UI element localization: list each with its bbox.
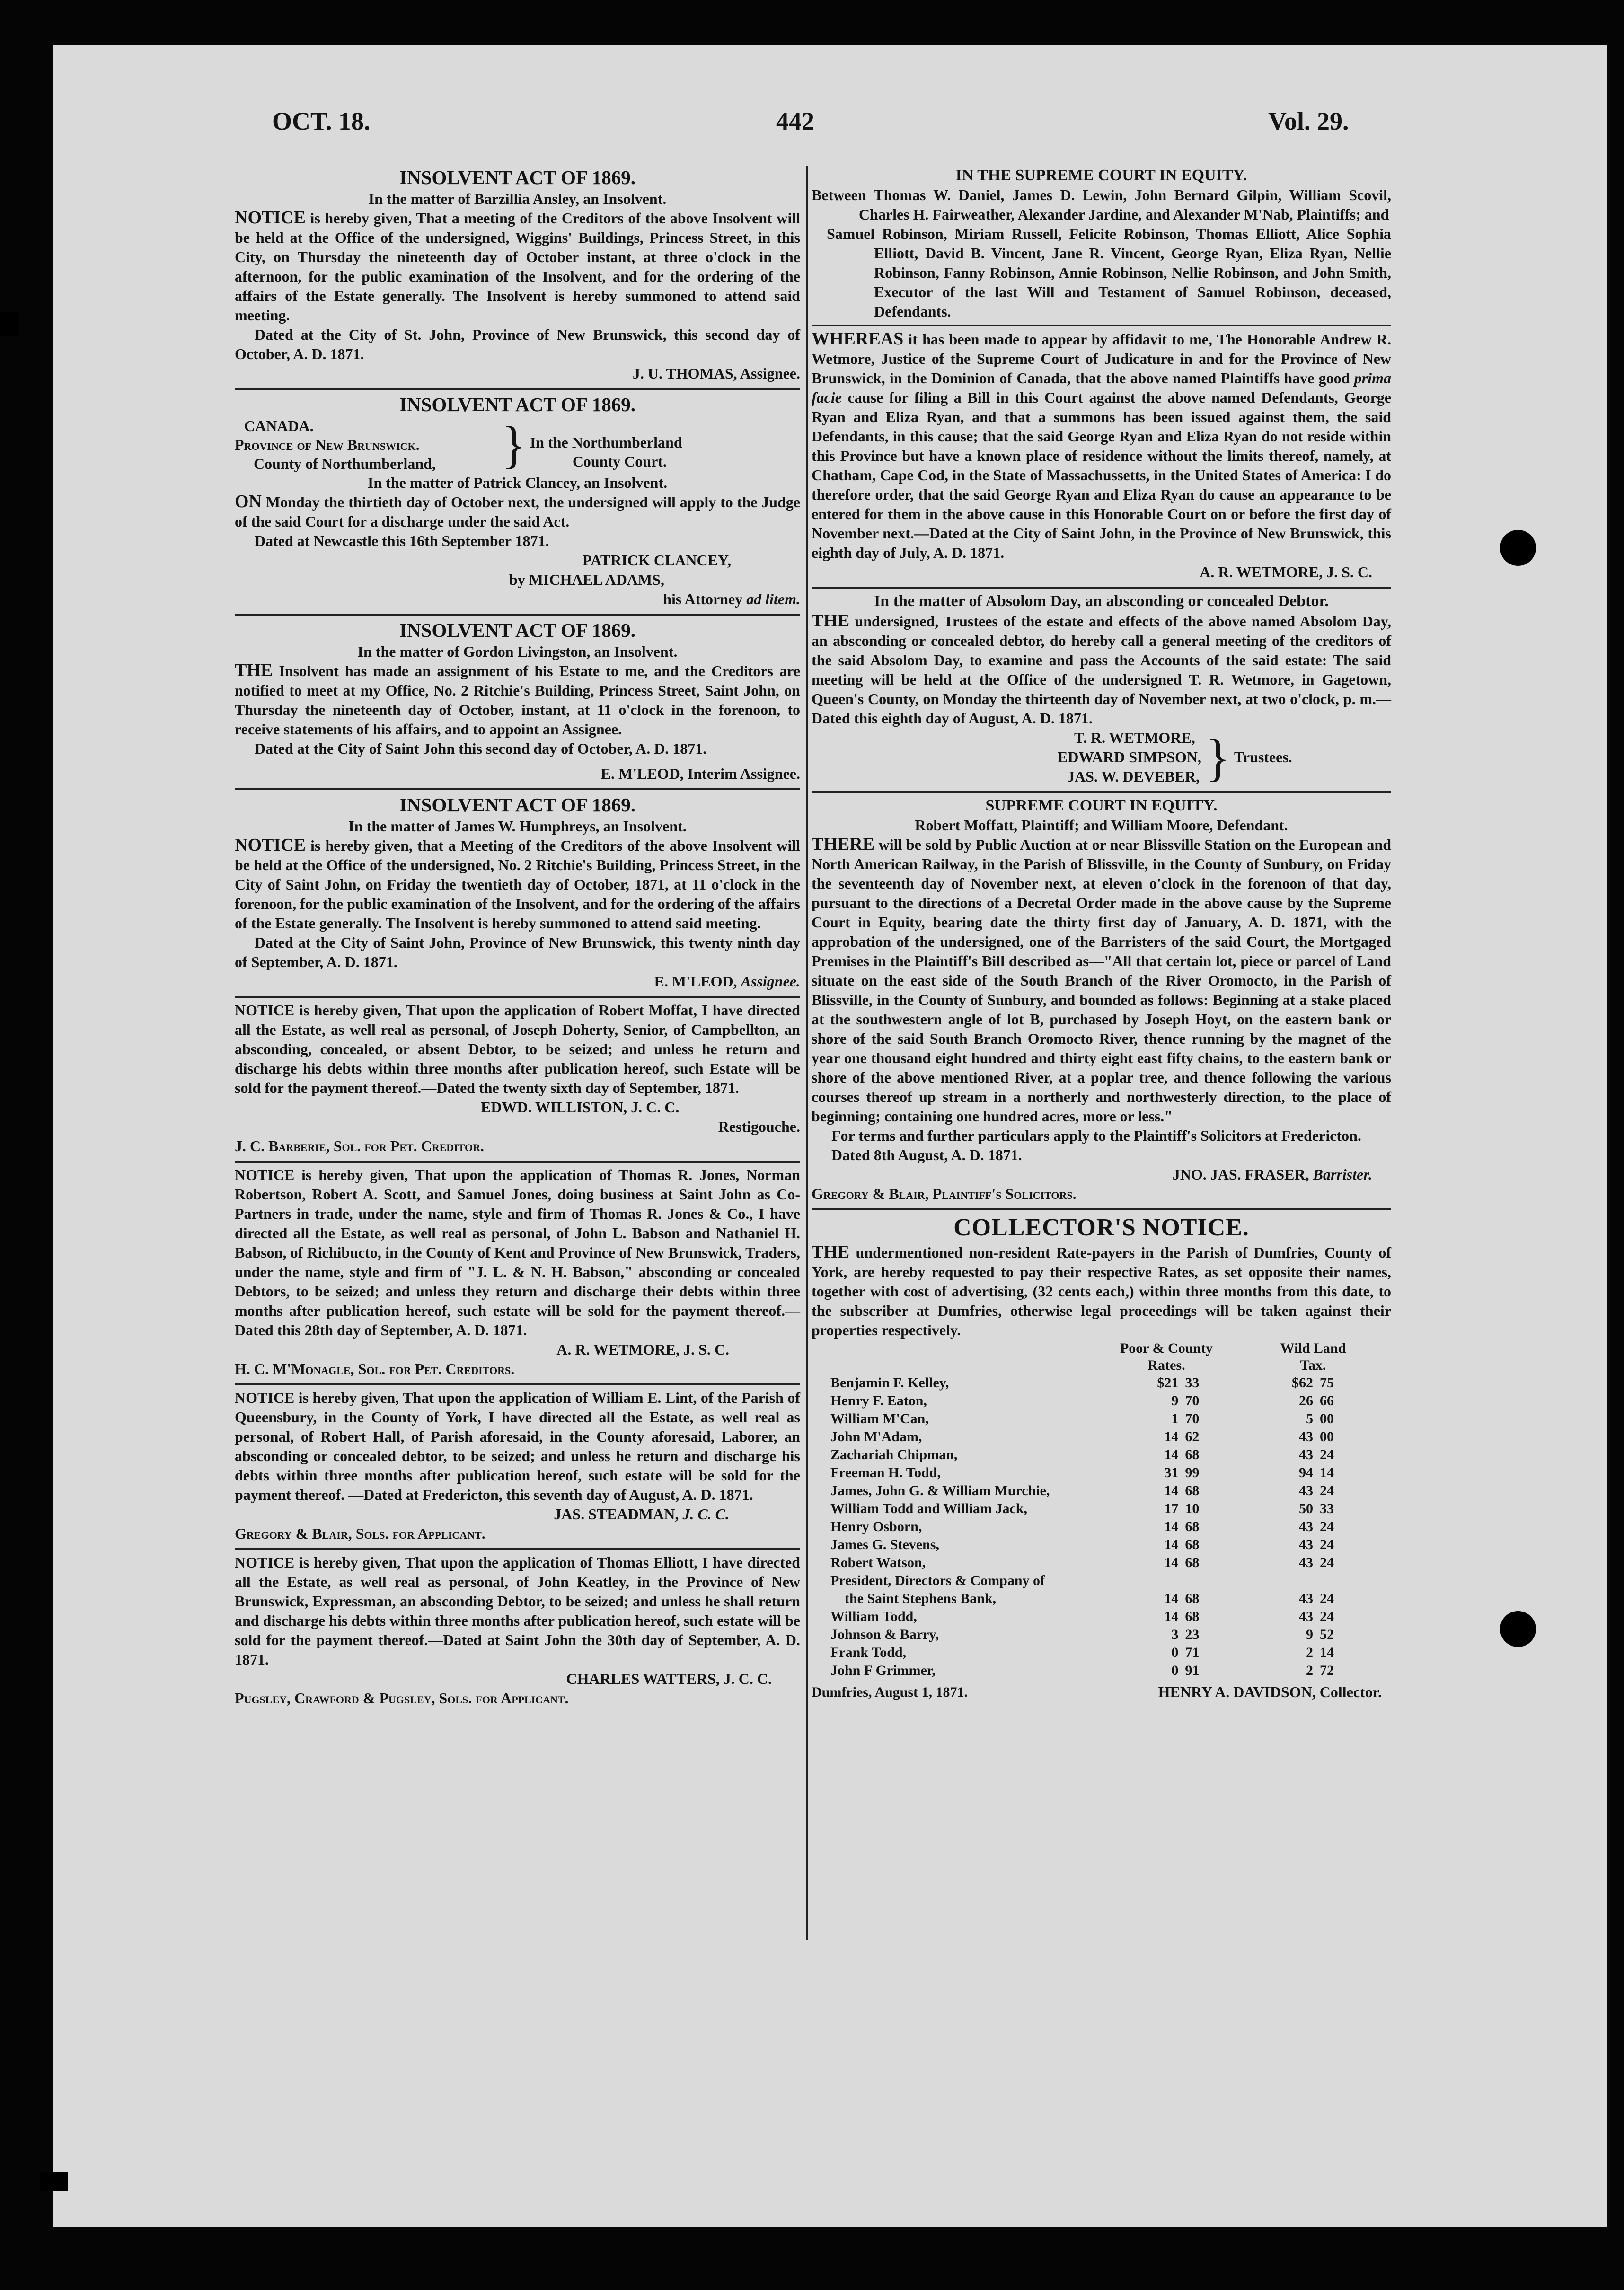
tax-dollars: 50: [1299, 1501, 1313, 1516]
left-column: [235, 166, 800, 1708]
notice-absolom-day: [812, 591, 1391, 786]
payer-name: Benjamin F. Kelley,: [830, 1375, 949, 1391]
rate-dollars: 14: [1164, 1519, 1179, 1534]
rate-dollars: 0: [1171, 1645, 1179, 1660]
rate-cents: 70: [1185, 1411, 1200, 1427]
tax-cents: 24: [1320, 1447, 1334, 1462]
parties-plaintiffs: Between Thomas W. Daniel, James D. Lewin, John Bernard Gilpin, William Scovil, Charles H. Fairweather, Alexander Jardine, and Alexander M'Nab, Plaintiffs; and: [812, 186, 1391, 223]
rate-dollars: 1: [1171, 1411, 1179, 1427]
tax-dollars: 43: [1299, 1555, 1313, 1570]
section-rule: [235, 788, 800, 790]
rate-cents: 71: [1185, 1645, 1200, 1660]
column-divider: [806, 166, 808, 1940]
binding-mark: [0, 312, 19, 336]
solicitor-line: Gregory & Blair, Sols. for Applicant.: [235, 1525, 485, 1542]
tax-cents: 24: [1320, 1519, 1334, 1534]
notice-title: SUPREME COURT IN EQUITY.: [985, 797, 1218, 814]
rate-cents: 68: [1185, 1609, 1200, 1624]
rate-dollars: 17: [1164, 1501, 1179, 1516]
tax-dollars: 43: [1299, 1519, 1313, 1534]
notice-title: IN THE SUPREME COURT IN EQUITY.: [955, 167, 1247, 184]
rate-cents: 91: [1185, 1663, 1200, 1678]
punch-hole: [1500, 530, 1536, 566]
tax-cents: 24: [1320, 1483, 1334, 1498]
notice-livingston: [235, 618, 800, 784]
notice-title: INSOLVENT ACT OF 1869.: [399, 167, 635, 188]
notice-dated: Dated at the City of St. John, Province of New Brunswick, this second day of October, A. D. 1871.: [235, 326, 800, 362]
table-row: [830, 1374, 1375, 1392]
notice-dated: Dated at the City of Saint John, Province of New Brunswick, this twenty ninth day of September, A. D. 1871.: [235, 934, 800, 970]
table-row: [830, 1410, 1375, 1428]
table-row: [830, 1392, 1375, 1410]
notice-body: NOTICE is hereby given, That a meeting of the Creditors of the above Insolvent will be held at the Office of the undersigned, Wiggins' Buildings, Princess Street, in this City, on Thursday the nineteenth day of October instant, at three o'clock in the afternoon, for the public examination of the Insolvent, and for the ordering of the affairs of the Estate generally. The Insolvent is hereby summoned to attend said meeting.: [235, 208, 800, 324]
binding-mark: [40, 2172, 68, 2191]
payer-name: Johnson & Barry,: [830, 1627, 939, 1642]
tax-cents: 00: [1320, 1411, 1334, 1427]
notice-signature: E. M'LEOD, Assignee.: [654, 973, 800, 990]
rate-dollars: 14: [1164, 1537, 1179, 1552]
tax-cents: 00: [1320, 1429, 1334, 1444]
table-row: [830, 1644, 1375, 1662]
notice-terms: For terms and further particulars apply to the Plaintiff's Solicitors at Fredericton.: [831, 1127, 1361, 1144]
tax-cents: 52: [1320, 1627, 1334, 1642]
page-header: [220, 106, 1403, 144]
payer-name: John F Grimmer,: [830, 1663, 936, 1678]
notice-title: In the matter of Absolom Day, an absconding or concealed Debtor.: [874, 592, 1329, 610]
brace: }: [1205, 728, 1230, 786]
tax-cents: 24: [1320, 1591, 1334, 1606]
payer-name: Henry F. Eaton,: [830, 1393, 927, 1409]
notice-matter: In the matter of Patrick Clancey, an Insolvent.: [367, 474, 668, 491]
notice-body: ON Monday the thirtieth day of October next, the undersigned will apply to the Judge of the said Court for a discharge under the said Act.: [235, 492, 800, 530]
payer-name: James, John G. & William Murchie,: [830, 1483, 1050, 1498]
rate-cents: 33: [1185, 1375, 1200, 1391]
notice-body: THE undersigned, Trustees of the estate and effects of the above named Absolom Day, an absconding or concealed debtor, do hereby call a general meeting of the creditors of the said Absolom Day, to examine and pass the Accounts of the said estate: The said meeting will be held at the Office of the undersigned T. R. Wetmore, in Gagetown, Queen's County, on Monday the thirteenth day of November next, at two o'clock, p. m.—Dated this eighth day of August, A. D. 1871.: [812, 611, 1391, 727]
payer-name: James G. Stevens,: [830, 1537, 939, 1552]
notice-title: INSOLVENT ACT OF 1869.: [399, 394, 635, 415]
rate-cents: 68: [1185, 1537, 1200, 1552]
notice-body: NOTICE is hereby given, that a Meeting of the Creditors of the above Insolvent will be held at the Office of the undersigned, No. 2 Ritchie's Building, Princess Street, in the City of Saint John, on Friday the twentieth day of October, 1871, at 11 o'clock in the forenoon, for the public examination of the Insolvent, and for the ordering of the affairs of the Estate generally. The Insolvent is hereby summoned to attend said meeting.: [235, 835, 800, 932]
rate-dollars: 14: [1164, 1555, 1179, 1570]
collectors-notice: [812, 1213, 1391, 1702]
parties: Robert Moffatt, Plaintiff; and William Moore, Defendant.: [915, 817, 1288, 834]
notice-signature: JNO. JAS. FRASER, Barrister.: [1172, 1166, 1372, 1183]
tax-dollars: 43: [1299, 1447, 1313, 1462]
notice-body: NOTICE is hereby given, That upon the application of Thomas R. Jones, Norman Robertson, Robert A. Scott, and Samuel Jones, doing business at Saint John as Co-Partners in trade, under the name, style and firm of Thomas R. Jones & Co., I have directed all the Estate, as well real as personal, of John L. Babson and Nathaniel H. Babson, of Richibucto, in the County of Kent and Province of New Brunswick, Traders, under the name, style and firm of "J. L. & N. H. Babson," absconding or concealed Debtors, to be seized; and unless they return and discharge their debts within three months after publication hereof, such estate will be sold for the payment thereof.—Dated this 28th day of September, A. D. 1871.: [235, 1166, 800, 1339]
tax-dollars: 43: [1299, 1429, 1313, 1444]
table-row: [830, 1500, 1375, 1518]
solicitor-line: H. C. M'Monagle, Sol. for Pet. Creditors.: [235, 1360, 515, 1377]
rate-dollars: [1100, 1572, 1178, 1590]
rate-cents: 10: [1185, 1501, 1200, 1516]
tax-cents: 33: [1320, 1501, 1334, 1516]
table-row: [830, 1482, 1375, 1500]
notice-humphreys: [235, 793, 800, 991]
section-rule: [812, 325, 1391, 326]
rate-cents: 68: [1185, 1591, 1200, 1606]
notice-signature: E. M'LEOD, Interim Assignee.: [600, 765, 800, 782]
payer-name: William M'Can,: [830, 1411, 929, 1427]
volume-number: Vol. 29.: [1268, 107, 1349, 135]
right-column: [812, 166, 1391, 1702]
rate-dollars: 14: [1164, 1447, 1179, 1462]
tax-cents: 24: [1320, 1555, 1334, 1570]
section-rule: [235, 1548, 800, 1550]
notice-matter: In the matter of Gordon Livingston, an Insolvent.: [357, 643, 678, 660]
notice-clancey: INSOLVENT ACT OF 1869. CANADA. Province of New Brunswick. County of Northumberland, } In the Northumberland County Court. In the matter of Patrick Clancey, an Insolvent. ON Monday the thirtieth day of October next, the undersigned will apply to the Judge of the said Court for a discharge under the said Act. Dated at Newcastle this 16th September 1871. PATRICK CLANCEY, by MICHAEL ADAMS, his Attorney ad litem.: [235, 394, 800, 608]
tax-dollars: 5: [1306, 1411, 1313, 1427]
notice-title: COLLECTOR'S NOTICE.: [953, 1214, 1249, 1241]
section-rule: [812, 791, 1391, 793]
tax-dollars: [1233, 1572, 1313, 1590]
rate-cents: 62: [1185, 1429, 1200, 1444]
rate-cents: 70: [1185, 1393, 1200, 1409]
table-row: [830, 1608, 1375, 1626]
tax-cents: 24: [1320, 1609, 1334, 1624]
table-row: [830, 1590, 1375, 1608]
rate-dollars: 14: [1164, 1483, 1179, 1498]
punch-hole: [1500, 1611, 1536, 1647]
payer-name: Frank Todd,: [830, 1645, 907, 1660]
payer-name: John M'Adam,: [830, 1429, 922, 1444]
section-rule: [812, 1208, 1391, 1210]
table-row: [830, 1626, 1375, 1644]
tax-dollars: 2: [1306, 1663, 1313, 1678]
tax-cents: 66: [1320, 1393, 1334, 1409]
section-rule: [812, 587, 1391, 589]
tax-cents: 72: [1320, 1663, 1334, 1678]
notice-matter: In the matter of James W. Humphreys, an Insolvent.: [348, 818, 687, 835]
tax-dollars: 26: [1299, 1393, 1313, 1409]
payer-name: Freeman H. Todd,: [830, 1465, 941, 1480]
rate-cents: 68: [1185, 1447, 1200, 1462]
section-rule: [235, 1161, 800, 1163]
payer-name: Zachariah Chipman,: [830, 1447, 958, 1462]
court-heading: CANADA. Province of New Brunswick. County of Northumberland, } In the Northumberland County Court.: [235, 416, 682, 474]
rate-cents: 68: [1185, 1555, 1200, 1570]
notice-body: THE Insolvent has made an assignment of his Estate to me, and the Creditors are notified to meet at my Office, No. 2 Ritchie's Building, Princess Street, Saint John, on Thursday the nineteenth day of October, instant, at 11 o'clock in the forenoon, to receive statements of his affairs, and to appoint an Assignee.: [235, 661, 800, 738]
solicitor-line: Gregory & Blair, Plaintiff's Solicitors.: [812, 1185, 1077, 1202]
section-rule: [235, 388, 800, 390]
rate-cents: [1178, 1572, 1233, 1590]
notice-dated: Dated at the City of Saint John this second day of October, A. D. 1871.: [255, 740, 707, 757]
rate-dollars: 3: [1171, 1627, 1179, 1642]
notice-matter: In the matter of Barzillia Ansley, an Insolvent.: [368, 190, 667, 207]
tax-dollars: 43: [1299, 1537, 1313, 1552]
table-row: [830, 1446, 1375, 1464]
rate-cents: 23: [1185, 1627, 1200, 1642]
table-row: [830, 1572, 1375, 1590]
parties-defendants: Samuel Robinson, Miriam Russell, Felicite Robinson, Thomas Elliott, Alice Sophia Elliott, David B. Vincent, Jane R. Vincent, George Ryan, Eliza Ryan, Nellie Robinson, Fanny Robinson, Annie Robinson, Nellie Robinson, and John Smith, Executor of the last Will and Testament of Samuel Robinson, deceased, Defendants.: [827, 225, 1391, 320]
brace: }: [501, 416, 526, 474]
tax-cents: 14: [1320, 1645, 1334, 1660]
collector-signature: Dumfries, August 1, 1871. HENRY A. DAVIDSON, Collector.: [812, 1683, 1382, 1700]
notice-body: NOTICE is hereby given, That upon the application of Robert Moffat, I have directed all the Estate, as well real as personal, of Joseph Doherty, Senior, of Campbellton, an absconding, concealed, or absent Debtor, to be seized; and unless he return and discharge his debts within three months after publication hereof, such Estate will be sold for the payment thereof.—Dated the twenty sixth day of September, 1871.: [235, 1002, 800, 1096]
tax-dollars: 94: [1299, 1465, 1313, 1480]
notice-ansley: [235, 166, 800, 383]
notice-signature: A. R. WETMORE, J. S. C.: [1200, 564, 1372, 581]
table-row: [830, 1554, 1375, 1572]
tax-cents: 75: [1320, 1375, 1334, 1391]
notice-dated: Dated at Newcastle this 16th September 1871.: [255, 532, 549, 549]
payer-name: William Todd and William Jack,: [830, 1501, 1027, 1516]
rate-dollars: 9: [1171, 1393, 1179, 1409]
tax-dollars: 2: [1306, 1645, 1313, 1660]
notice-title: INSOLVENT ACT OF 1869.: [399, 794, 635, 816]
tax-dollars: 9: [1306, 1627, 1313, 1642]
rate-dollars: 14: [1164, 1429, 1179, 1444]
rate-cents: 99: [1185, 1465, 1200, 1480]
notice-babson: NOTICE is hereby given, That upon the application of Thomas R. Jones, Norman Robertson, Robert A. Scott, and Samuel Jones, doing business at Saint John as Co-Partners in trade, under the name, style and firm of Thomas R. Jones & Co., I have directed all the Estate, as well real as personal, of John L. Babson and Nathaniel H. Babson, of Richibucto, in the County of Kent and Province of New Brunswick, Traders, under the name, style and firm of "J. L. & N. H. Babson," absconding or concealed Debtors, to be seized; and unless they return and discharge their debts within three months after publication hereof, such estate will be sold for the payment thereof.—Dated this 28th day of September, A. D. 1871. A. R. WETMORE, J. S. C. H. C. M'Monagle, Sol. for Pet. Creditors.: [235, 1165, 800, 1379]
rate-cents: 68: [1185, 1483, 1200, 1498]
notice-body: THE undermentioned non-resident Rate-payers in the Parish of Dumfries, County of York, are hereby requested to pay their respective Rates, as set opposite their names, together with cost of advertising, (32 cents each,) within three months from this date, to the subscriber at Dumfries, otherwise legal proceedings will be taken against their properties respectively.: [812, 1242, 1391, 1339]
notice-body: WHEREAS it has been made to appear by affidavit to me, The Honorable Andrew R. Wetmore, Justice of the Supreme Court of Judicature in and for the Province of New Brunswick, in the Dominion of Canada, that the above named Plaintiffs have good prima facie cause for filing a Bill in this Court against the above named Defendants, George Ryan and Eliza Ryan, and that a summons has been issued against them, the said Defendants, in this cause; that the said George Ryan and Eliza Ryan do not reside within this Province but have a known place of residence without the limits thereof, namely, at Chatham, Cape Cod, in the State of Massachussetts, in the United States of America: I do therefore order, that the said George Ryan and Eliza Ryan do cause an appearance to be entered for them in the above cause in this Honorable Court on or before the first day of November next.—Dated at the City of Saint John, in the Province of New Brunswick, this eighth day of July, A. D. 1871.: [812, 329, 1391, 561]
tax-dollars: 43: [1299, 1483, 1313, 1498]
payer-name: Robert Watson,: [830, 1555, 926, 1570]
table-row: [830, 1536, 1375, 1554]
payer-name: President, Directors & Company of: [830, 1573, 1045, 1588]
notice-body: NOTICE is hereby given, That upon the application of Thomas Elliott, I have directed all the Estate, as well real as personal, of John Keatley, in the Province of New Brunswick, Expressman, an absconding Debtor, to be seized; and unless he shall return and discharge his debts within three months after publication hereof, such estate will be sold for the payment thereof.—Dated at Saint John the 30th day of September, A. D. 1871.: [235, 1554, 800, 1668]
table-row: [830, 1464, 1375, 1482]
rate-dollars: 14: [1164, 1609, 1179, 1624]
tax-dollars: $62: [1292, 1375, 1313, 1391]
table-row: [830, 1518, 1375, 1536]
tax-cents: 24: [1320, 1537, 1334, 1552]
section-rule: [235, 614, 800, 616]
rate-cents: 68: [1185, 1519, 1200, 1534]
table-row: [830, 1428, 1375, 1446]
notice-title: INSOLVENT ACT OF 1869.: [399, 619, 635, 641]
solicitor-line: Pugsley, Crawford & Pugsley, Sols. for Applicant.: [235, 1690, 569, 1707]
notice-body: THERE will be sold by Public Auction at or near Blissville Station on the European and North American Railway, in the Parish of Blissville, in the County of Sunbury, on Friday the seventeenth day of November next, at eleven o'clock in the forenoon of that day, pursuant to the directions of a Decretal Order made in the above cause by the Supreme Court in Equity, bearing date the thirty first day of January, A. D. 1871, with the approbation of the undersigned, one of the Barristers of the said Court, the Mortgaged Premises in the Plaintiff's Bill described as—"All that certain lot, piece or parcel of Land situate on the east side of the South Branch of the River Oromocto, in the Parish of Blissville, in the County of Sunbury, and bounded as follows: Beginning at a stake placed at the southwestern angle of lot B, purchased by Joseph Hoyt, on the eastern bank or shore of the said South Branch Oromocto River, thence running by the magnet of the year one thousand eight hundred and thirty eight east fifty chains, to the eastern bank or shore of the above mentioned River, at a poplar tree, and thence following the various courses thereof up stream in a northerly and northwesterly direction, to the place of beginning; containing one hundred acres, more or less.": [812, 834, 1391, 1125]
payer-name: William Todd,: [830, 1609, 917, 1624]
notice-keatley: NOTICE is hereby given, That upon the application of Thomas Elliott, I have directed all the Estate, as well real as personal, of John Keatley, in the Province of New Brunswick, Expressman, an absconding Debtor, to be seized; and unless he shall return and discharge his debts within three months after publication hereof, such estate will be sold for the payment thereof.—Dated at Saint John the 30th day of September, A. D. 1871. CHARLES WATTERS, J. C. C. Pugsley, Crawford & Pugsley, Sols. for Applicant.: [235, 1553, 800, 1708]
rates-table: [830, 1340, 1375, 1680]
section-rule: [235, 996, 800, 998]
section-rule: [235, 1383, 800, 1385]
rate-dollars: $21: [1157, 1375, 1179, 1391]
notice-dated: Dated 8th August, A. D. 1871.: [831, 1146, 1022, 1163]
tax-cents: [1313, 1572, 1375, 1590]
solicitor-line: J. C. Barberie, Sol. for Pet. Creditor.: [235, 1137, 485, 1154]
issue-date: OCT. 18.: [272, 107, 371, 135]
rate-dollars: 0: [1171, 1663, 1179, 1678]
tax-dollars: 43: [1299, 1591, 1313, 1606]
table-row: [830, 1662, 1375, 1680]
payer-name: Henry Osborn,: [830, 1519, 922, 1534]
equity-moffatt-moore: [812, 796, 1391, 1204]
page-number: 442: [776, 107, 814, 135]
rate-dollars: 14: [1164, 1591, 1179, 1606]
trustees-signature: T. R. WETMORE, EDWARD SIMPSON, JAS. W. DEVEBER, } Trustees.: [1058, 728, 1292, 786]
tax-dollars: 43: [1299, 1609, 1313, 1624]
payer-name: the Saint Stephens Bank,: [830, 1591, 997, 1606]
notice-doherty: NOTICE is hereby given, That upon the application of Robert Moffat, I have directed all the Estate, as well real as personal, of Joseph Doherty, Senior, of Campbellton, an absconding, concealed, or absent Debtor, to be seized; and unless he return and discharge his debts within three months after publication hereof, such Estate will be sold for the payment thereof.—Dated the twenty sixth day of September, 1871. EDWD. WILLISTON, J. C. C. Restigouche. J. C. Barberie, Sol. for Pet. Creditor.: [235, 1001, 800, 1156]
rate-dollars: 31: [1164, 1465, 1179, 1480]
tax-cents: 14: [1320, 1465, 1334, 1480]
notice-signature: J. U. THOMAS, Assignee.: [632, 365, 800, 382]
notice-body: NOTICE is hereby given, That upon the application of William E. Lint, of the Parish of Queensbury, in the County of York, I have directed all the Estate, as well real as personal, of Robert Hall, of Parish aforesaid, in the County aforesaid, Laborer, an absconding or concealed debtor, to be seized; and unless he return and discharge his debts within three months after publication hereof, such estate will be sold for the payment thereof. —Dated at Fredericton, this seventh day of August, A. D. 1871.: [235, 1389, 800, 1503]
equity-daniel-ryan: [812, 166, 1391, 582]
table-header: Poor & County Rates. Wild Land Tax.: [1120, 1340, 1346, 1373]
notice-hall: NOTICE is hereby given, That upon the application of William E. Lint, of the Parish of Queensbury, in the County of York, I have directed all the Estate, as well real as personal, of Robert Hall, of Parish aforesaid, in the County aforesaid, Laborer, an absconding or concealed debtor, to be seized; and unless he return and discharge his debts within three months after publication hereof, such estate will be sold for the payment thereof. —Dated at Fredericton, this seventh day of August, A. D. 1871. JAS. STEADMAN, J. C. C. Gregory & Blair, Sols. for Applicant.: [235, 1388, 800, 1543]
